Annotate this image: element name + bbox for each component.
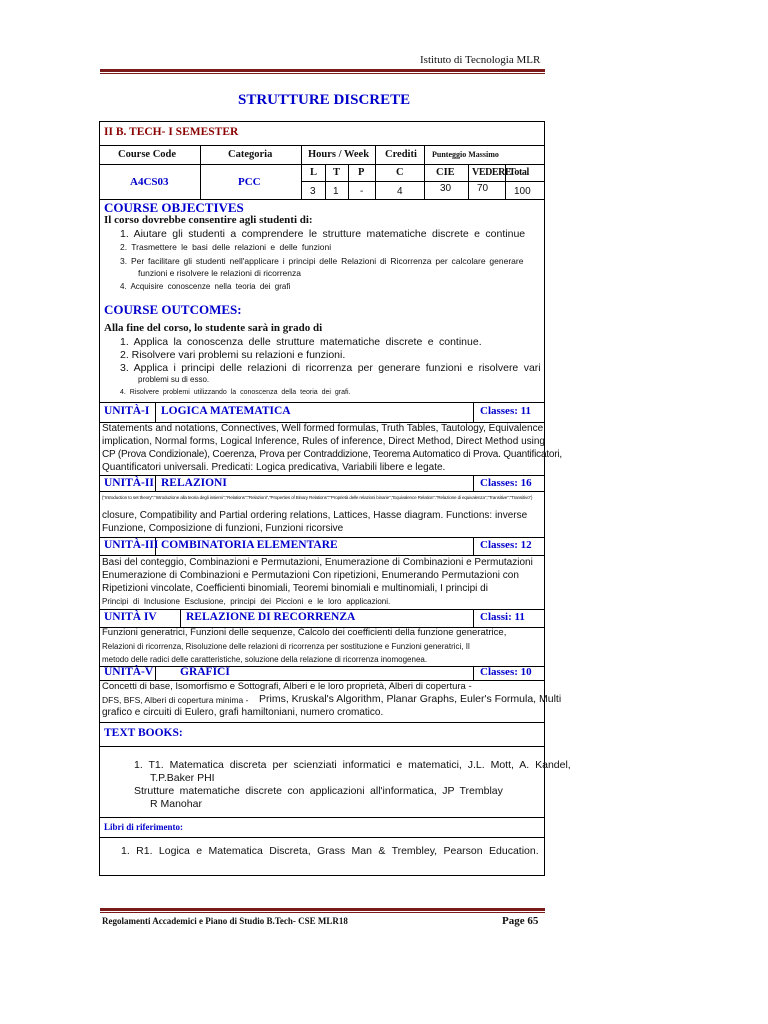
footer-page: Page 65 [502,915,539,927]
outcome-item: 3. Applica i principi delle relazioni di ricorrenza per generare funzioni e risolvere vari [120,362,541,374]
th-p: P [358,167,365,178]
th-t: T [333,167,341,178]
unit-4-line: Funzioni generatrici, Funzioni delle sequenze, Calcolo dei coefficienti della funzione generatrice, [102,627,507,638]
th-see: VEDERE [472,167,512,178]
unit-3-label: UNITÀ-III [104,539,159,551]
unit-4-classes: Classi: 11 [480,611,525,623]
unit-1-label: UNITÀ-I [104,405,150,417]
outcomes-heading: COURSE OUTCOMES: [104,302,242,317]
c-value: 4 [397,186,403,197]
total-value: 100 [514,186,531,197]
objective-item: 4. Acquisire conoscenze nella teoria dei grafi [120,282,291,291]
semester-label: II B. TECH- I SEMESTER [104,126,239,138]
th-hours: Hours / Week [308,149,370,160]
th-category: Categoria [228,149,273,160]
unit-3-line: Basi del conteggio, Combinazioni e Permutazioni, Enumerazione di Combinazioni e Permutazioni [102,557,533,568]
course-code-value: A4CS03 [130,176,169,188]
unit-3-line: Principi di Inclusione Esclusione, principi dei Piccioni e le loro applicazioni. [102,597,391,606]
header-institute: Istituto di Tecnologia MLR [420,54,541,66]
outcome-item: 4. Risolvere problemi utilizzando la conoscenza della teoria dei grafi. [120,389,351,396]
page-title: STRUTTURE DISCRETE [238,92,411,108]
objective-item: funzioni e risolvere le relazioni di ricorrenza [138,268,301,278]
unit-5-label: UNITÀ-V [104,666,154,678]
unit-4-line: Relazioni di ricorrenza, Risoluzione delle relazioni di ricorrenza per sostituzione e Funzioni generatrici, Il [102,642,470,651]
unit-4-title: RELAZIONE DI RECORRENZA [186,611,356,623]
unit-1-classes: Classes: 11 [480,405,532,417]
unit-1-line: Statements and notations, Connectives, Well formed formulas, Truth Tables, Tautology, Equivalence [102,423,544,434]
unit-3-title: COMBINATORIA ELEMENTARE [161,539,338,551]
footer-rule-thin [100,912,545,913]
p-value: - [360,186,364,197]
unit-2-line: Funzione, Composizione di funzioni, Funzioni ricorsive [102,523,344,534]
unit-4-line: metodo delle radici delle caratteristiche, soluzione della relazione di ricorrenza inomogenea. [102,655,428,664]
outcome-item: 1. Applica la conoscenza delle strutture matematiche discrete e continue. [120,336,482,348]
textbook-item: Strutture matematiche discrete con applicazioni all'informatica, JP Tremblay [134,785,503,797]
objectives-intro: Il corso dovrebbe consentire agli studenti di: [104,214,313,226]
unit-3-line: Enumerazione di Combinazioni e Permutazioni Con ripetizioni, Enumerando Permutazioni con [102,570,519,581]
outcomes-intro: Alla fine del corso, lo studente sarà in grado di [104,322,323,334]
reference-item: 1. R1. Logica e Matematica Discreta, Grass Man & Trembley, Pearson Education. [121,845,539,857]
cie-value: 30 [440,183,452,194]
th-course-code: Course Code [118,149,177,160]
unit-2-label: UNITÀ-II [104,477,154,489]
unit-5-classes: Classes: 10 [480,666,532,678]
unit-1-line: CP (Prova Condizionale), Coerenza, Prova per Contraddizione, Teorema Automatico di Prova. Quantificatori, [102,449,562,460]
unit-3-line: Ripetizioni vincolate, Coefficienti binomiali, Teoremi binomiali e multinomiali, I principi di [102,583,488,594]
objectives-heading: COURSE OBJECTIVES [104,200,244,215]
header-rule-thin [100,73,545,74]
footer-rule [100,908,545,911]
th-l: L [310,167,318,178]
unit-2-classes: Classes: 16 [480,477,532,489]
unit-1-line: implication, Normal forms, Logical Inference, Rules of inference, Direct Method, Direct Method using [102,436,545,447]
category-value: PCC [238,176,261,188]
unit-5-line: Prims, Kruskal's Algorithm, Planar Graphs, Euler's Formula, Multi [259,693,562,705]
textbooks-heading: TEXT BOOKS: [104,727,183,739]
textbook-item: T.P.Baker PHI [150,772,215,784]
unit-3-classes: Classes: 12 [480,539,532,551]
header-rule [100,69,545,72]
unit-2-json-line: {"Introduction to set theory":"Introduzione alla teoria degli insiemi","Relations":"Relazioni","Properties of Binary Relations":"Proprietà delle relazioni binarie","Equivalence Relation":"Relazione di equivalenza","Transitive":"Transitivo"} [102,495,533,500]
footer-left: Regolamenti Accademici e Piano di Studio B.Tech- CSE MLR18 [102,916,348,926]
th-marks: Punteggio Massimo [432,150,499,159]
unit-5-title: GRAFICI [180,666,230,678]
unit-5-line: grafico e circuiti di Eulero, grafi hamiltoniani, numero cromatico. [102,707,384,718]
unit-2-line: closure, Compatibility and Partial ordering relations, Lattices, Hasse diagram. Functions: inverse [102,510,528,521]
outcome-item: 2. Risolvere vari problemi su relazioni e funzioni. [120,349,346,361]
objective-item: 3. Per facilitare gli studenti nell'applicare i principi delle Relazioni di Ricorrenza per calcolare generare [120,256,524,266]
th-cie: CIE [436,167,455,178]
unit-1-line: Quantificatori universali. Predicati: Logica predicativa, Variabili libere e legate. [102,462,446,473]
th-c: C [396,167,404,178]
l-value: 3 [310,186,316,197]
objective-item: 1. Aiutare gli studenti a comprendere le strutture matematiche discrete e continue [120,228,526,240]
textbook-item: 1. T1. Matematica discreta per scienziati informatici e matematici, J.L. Mott, A. Kandel, [134,759,571,771]
outcome-item: problemi su di esso. [138,375,210,384]
unit-2-title: RELAZIONI [161,477,227,489]
t-value: 1 [333,186,339,197]
textbook-item: R Manohar [150,798,202,810]
th-total: Total [509,167,529,178]
unit-1-title: LOGICA MATEMATICA [161,405,291,417]
unit-4-label: UNITÀ IV [104,611,157,623]
references-heading: Libri di riferimento: [104,822,183,832]
unit-5-line: Concetti di base, Isomorfismo e Sottografi, Alberi e le loro proprietà, Alberi di copertura - [102,681,472,692]
unit-5-line: DFS, BFS, Alberi di copertura minima - [102,695,249,705]
th-credits: Crediti [385,149,417,160]
objective-item: 2. Trasmettere le basi delle relazioni e delle funzioni [120,242,332,252]
see-value: 70 [477,183,489,194]
